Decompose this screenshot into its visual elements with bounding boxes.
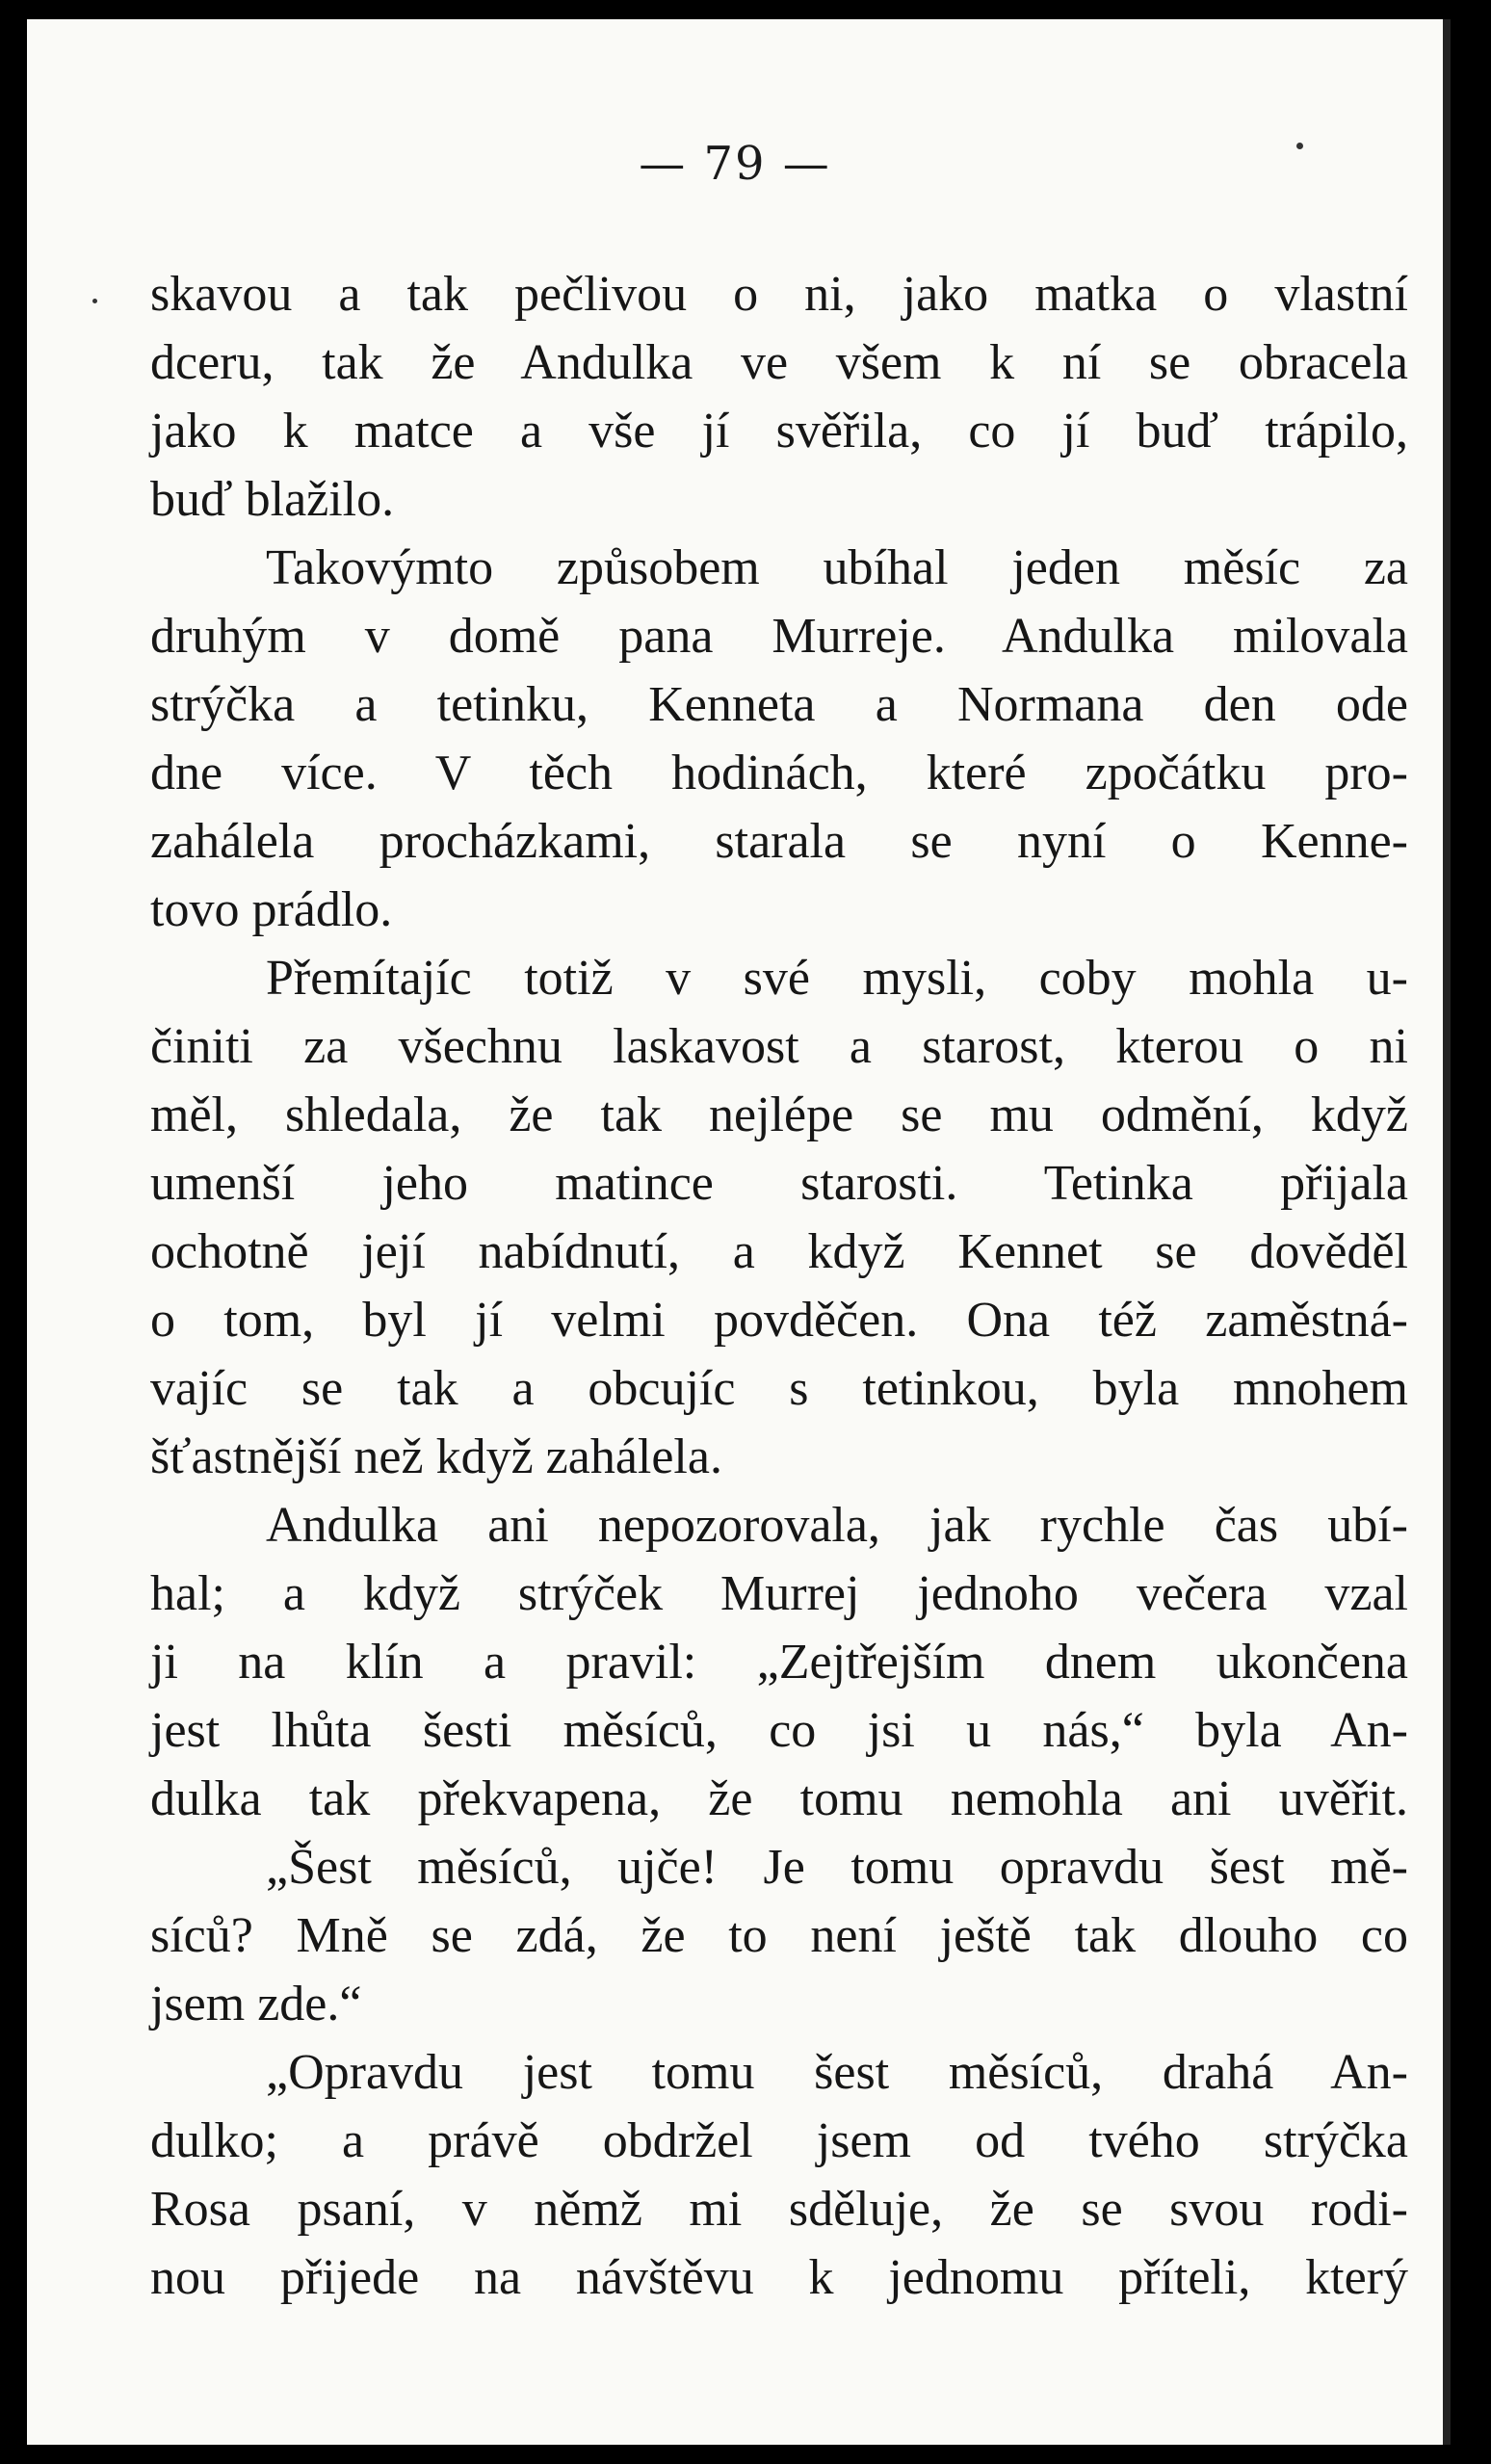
text-line: umenší jeho matince starosti. Tetinka přijala [150,1156,1408,1211]
text-line: jsem zde.“ [150,1977,362,2031]
text-line: jest lhůta šesti měsíců, co jsi u nás,“ byla An- [150,1703,1408,1758]
paragraph [150,2038,1408,2312]
text-line: dne více. V těch hodinách, které zpočátku pro- [150,746,1408,800]
text-line: druhým v domě pana Murreje. Andulka milovala [150,609,1408,664]
text-line: hal; a když strýček Murrej jednoho večera vzal [150,1566,1408,1621]
print-speck [92,299,97,303]
text-line: tovo prádlo. [150,882,393,937]
text-line: ochotně její nabídnutí, a když Kennet se dověděl [150,1224,1408,1279]
text-line: dulko; a právě obdržel jsem od tvého strýčka [150,2113,1408,2168]
text-line: skavou a tak pečlivou o ni, jako matka o vlastní [150,267,1408,322]
paragraph [150,1491,1408,1833]
paragraph [150,260,1408,534]
paragraph [150,944,1408,1491]
paragraph [150,534,1408,944]
text-line: Přemítajíc totiž v své mysli, coby mohla u- [266,951,1408,1006]
text-line: dulka tak překvapena, že tomu nemohla ani uvěřit. [150,1771,1408,1826]
text-line: vajíc se tak a obcujíc s tetinkou, byla mnohem [150,1361,1408,1416]
text-line: měl, shledala, že tak nejlépe se mu odmění, když [150,1088,1408,1142]
text-line: jako k matce a vše jí svěřila, co jí buď trápilo, [150,404,1408,459]
text-line: strýčka a tetinku, Kenneta a Normana den ode [150,677,1408,732]
text-line: ji na klín a pravil: „Zejtřejším dnem ukončena [150,1635,1408,1690]
text-line: dceru, tak že Andulka ve všem k ní se obracela [150,335,1408,390]
text-line: „Šest měsíců, ujče! Je tomu opravdu šest mě- [266,1840,1408,1895]
text-line: síců? Mně se zdá, že to není ještě tak dlouho co [150,1908,1408,1963]
text-line: nou přijede na návštěvu k jednomu příteli, který [150,2250,1408,2305]
text-line: šťastnější než když zahálela. [150,1429,722,1484]
text-line: činiti za všechnu laskavost a starost, kterou o ni [150,1019,1408,1074]
book-page [27,19,1451,2445]
paragraph [150,1833,1408,2038]
body-text [150,260,1408,2312]
text-line: buď blažilo. [150,472,395,527]
text-line: Andulka ani nepozorovala, jak rychle čas ubí- [266,1498,1408,1553]
text-line: Rosa psaní, v němž mi sděluje, že se svou rodi- [150,2182,1408,2237]
text-line: „Opravdu jest tomu šest měsíců, drahá An- [266,2045,1408,2100]
text-line: zahálela procházkami, starala se nyní o Kenne- [150,814,1408,869]
page-number: — 79 — [639,137,831,191]
text-line: Takovýmto způsobem ubíhal jeden měsíc za [266,540,1408,595]
text-line: o tom, byl jí velmi povděčen. Ona též zaměstná- [150,1293,1408,1348]
